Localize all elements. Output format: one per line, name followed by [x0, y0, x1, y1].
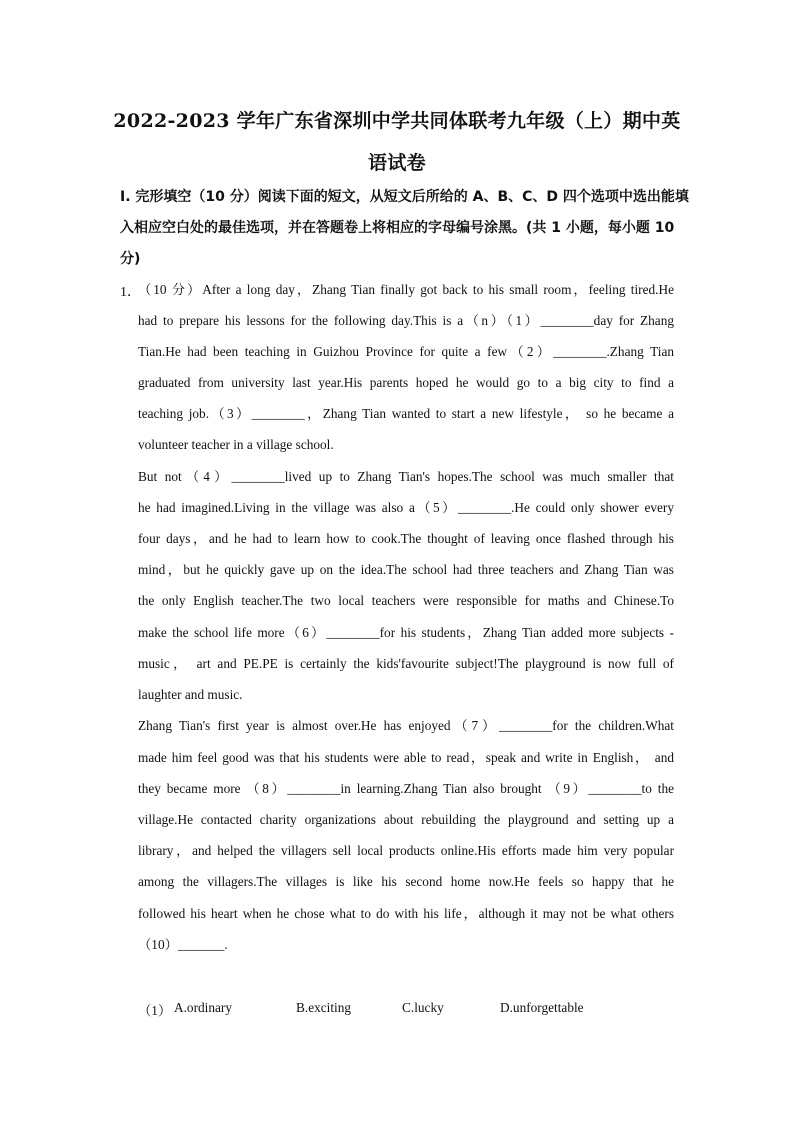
- page-title-line-1: 2022-2023 学年广东省深圳中学共同体联考九年级（上）期中英: [113, 110, 681, 132]
- section-heading-line-2: 入相应空白处的最佳选项，并在答题卷上将相应的字母编号涂黑。(共 1 小题，每小题 10: [120, 220, 675, 236]
- passage-line: mind，but he quickly gave up on the idea.The school had three teachers and Zhang Tian was: [138, 562, 674, 577]
- passage-line: But not（4）________lived up to Zhang Tian's hopes.The school was much smaller that: [138, 469, 674, 484]
- option-a[interactable]: A.ordinary: [174, 1000, 232, 1015]
- passage-line: made him feel good was that his students were able to read，speak and write in English， and: [138, 750, 674, 765]
- passage-line: followed his heart when he chose what to do with his life，although it may not be what others: [138, 906, 674, 921]
- question-number: 1．: [120, 285, 141, 300]
- passage-line: had to prepare his lessons for the following day.This is a（n）（1）________day for Zhang: [138, 313, 674, 328]
- section-heading-line-1: I. 完形填空（10 分）阅读下面的短文，从短文后所给的 A、B、C、D 四个选项中选出能填: [120, 189, 689, 205]
- passage-line: make the school life more（6）________for his students，Zhang Tian added more subjects -: [138, 625, 674, 640]
- option-number-1: （1）: [138, 1003, 172, 1018]
- passage-line: volunteer teacher in a village school.: [138, 437, 334, 452]
- passage-line: four days，and he had to learn how to cook.The thought of leaving once flashed through his: [138, 531, 674, 546]
- passage-line: library，and helped the villagers sell local products online.His efforts made him very popular: [138, 843, 674, 858]
- passage-line: laughter and music.: [138, 687, 243, 702]
- option-d[interactable]: D.unforgettable: [500, 1000, 584, 1015]
- passage-line: Tian.He had been teaching in Guizhou Province for quite a few（2）________.Zhang Tian: [138, 344, 674, 359]
- passage-line: （10 分）After a long day，Zhang Tian finally got back to his small room，feeling tired.He: [138, 282, 674, 297]
- passage-line: （10）_______.: [138, 937, 228, 952]
- option-c[interactable]: C.lucky: [402, 1000, 444, 1015]
- passage-line: music， art and PE.PE is certainly the kids'favourite subject!The playground is now full of: [138, 656, 674, 671]
- passage-line: graduated from university last year.His parents hoped he would go to a big city to find a: [138, 375, 674, 390]
- passage-line: village.He contacted charity organizations about rebuilding the playground and setting up a: [138, 812, 674, 827]
- passage-line: among the villagers.The villages is like his second home now.He feels so happy that he: [138, 874, 674, 889]
- passage-line: teaching job.（3）________，Zhang Tian wanted to start a new lifestyle， so he became a: [138, 406, 674, 421]
- passage-line: Zhang Tian's first year is almost over.He has enjoyed（7）________for the children.What: [138, 718, 674, 733]
- passage-line: they became more （8）________in learning.Zhang Tian also brought （9）________to the: [138, 781, 674, 796]
- page-title-line-2: 语试卷: [368, 152, 426, 174]
- passage-line: he had imagined.Living in the village was also a（5）________.He could only shower every: [138, 500, 674, 515]
- section-heading-line-3: 分): [120, 251, 141, 267]
- option-b[interactable]: B.exciting: [296, 1000, 352, 1015]
- passage-line: the only English teacher.The two local teachers were responsible for maths and Chinese.To: [138, 593, 674, 608]
